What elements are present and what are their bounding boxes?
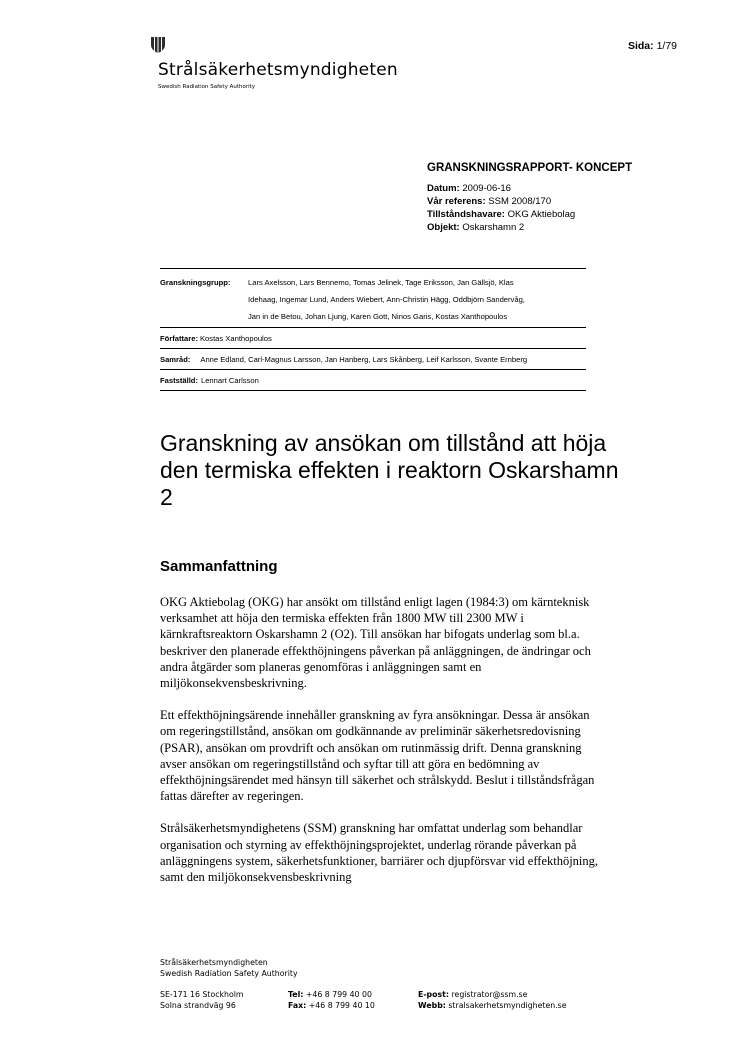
- web-label: Webb:: [418, 1001, 446, 1010]
- address-line: SE-171 16 Stockholm: [160, 990, 244, 999]
- author-row: [160, 327, 586, 348]
- paragraph: OKG Aktiebolag (OKG) har ansökt om tillstånd enligt lagen (1984:3) om kärnteknisk verksamhet att höja den termiska effekten från 1800 MW till 2300 MW i kärnkraftsreaktorn Oskarshamn 2 (O2). Till ansökan har bifogats underlag som bl.a. beskriver den planerade effekthöjningens påverkan på anläggningen, de ändringar och andra åtgärder som planeras genomföras i anläggningen samt en miljökonsekvensbeskrivning.: [160, 595, 591, 691]
- fax-line: [288, 1000, 418, 1011]
- review-group-line: Lars Axelsson, Lars Bennemo, Tomas Jelinek, Tage Eriksson, Jan Gällsjö, Klas: [248, 278, 514, 287]
- paragraph: Strålsäkerhetsmyndighetens (SSM) granskning har omfattat underlag som behandlar organisation och styrning av effekthöjningsprojektet, underlag rörande påverkan på anläggningens system, säkerhetsfunktioner, barriärer och djupförsvar vid effekthöjning, samt den miljökonsekvensbeskrivning: [160, 821, 599, 885]
- consultation-row: [160, 348, 586, 369]
- meta-value: 2009-06-16: [462, 183, 511, 194]
- footer-phone: [288, 989, 418, 1011]
- report-meta: [427, 162, 677, 234]
- footer-online: [418, 989, 567, 1011]
- paragraph: Ett effekthöjningsärende innehåller granskning av fyra ansökningar. Dessa är ansökan om regeringstillstånd, ansökan om godkännande av preliminär säkerhetsredovisning (PSAR), ansökan om provdrift och ansökan om rutinmässig drift. Denna granskning avser ansökan om regeringstillstånd och syftar till att göra en bedömning av effekthöjningsärendet med hänsyn till säkerhet och strålskydd. Beslut i tillståndsfrågan fattas därefter av regeringen.: [160, 708, 595, 804]
- review-group-line: Idehaag, Ingemar Lund, Anders Wiebert, Ann-Christin Hägg, Oddbjörn Sandervåg,: [248, 295, 525, 304]
- review-group-line: Jan in de Betou, Johan Ljung, Karen Gott, Ninos Garis, Kostas Xanthopoulos: [248, 312, 508, 321]
- meta-row-licensee: [427, 208, 677, 221]
- meta-value: OKG Aktiebolag: [507, 209, 576, 220]
- approved-value: Lennart Carlsson: [200, 375, 259, 385]
- report-title: GRANSKNINGSRAPPORT- KONCEPT: [427, 162, 633, 174]
- meta-label: Objekt:: [427, 222, 460, 233]
- approved-row: [160, 369, 586, 391]
- email-value[interactable]: registrator@ssm.se: [451, 990, 528, 999]
- page-value: 1/79: [656, 40, 677, 52]
- email-label: E-post:: [418, 990, 449, 999]
- footer-org-name: Strålsäkerhetsmyndigheten: [160, 958, 268, 967]
- review-group-members: [248, 274, 586, 325]
- participants-table: [160, 268, 586, 391]
- author-value: Kostas Xanthopoulos: [199, 333, 272, 343]
- meta-row-reference: [427, 195, 677, 208]
- tel-label: Tel:: [288, 990, 304, 999]
- consultation-label: Samråd:: [160, 354, 191, 364]
- document-title: Granskning av ansökan om tillstånd att höja den termiska effekten i reaktorn Oskarshamn 2: [160, 430, 619, 510]
- meta-label: Vår referens:: [427, 196, 486, 207]
- footer-address: [160, 989, 288, 1011]
- web-line[interactable]: [418, 1000, 567, 1011]
- approved-label: Fastställd:: [160, 375, 198, 385]
- summary-body: [160, 594, 600, 901]
- email-line[interactable]: [418, 989, 567, 1000]
- phone-line: [288, 989, 418, 1000]
- meta-row-object: [427, 221, 677, 234]
- org-name: Strålsäkerhetsmyndigheten: [158, 60, 398, 80]
- page-label: Sida:: [627, 40, 654, 52]
- consultation-value: Anne Edland, Carl-Magnus Larsson, Jan Hanberg, Lars Skånberg, Leif Karlsson, Svante Ernberg: [200, 354, 528, 364]
- author-label: Författare:: [160, 333, 198, 343]
- meta-row-date: [427, 182, 677, 195]
- summary-heading: Sammanfattning: [160, 558, 278, 575]
- org-subtitle: Swedish Radiation Safety Authority: [158, 84, 256, 90]
- review-group-row: [160, 268, 586, 327]
- tel-value: +46 8 799 40 00: [305, 990, 372, 999]
- footer: [160, 957, 567, 1011]
- meta-label: Datum:: [427, 183, 460, 194]
- footer-org-subtitle: Swedish Radiation Safety Authority: [160, 969, 298, 978]
- review-group-label: Granskningsgrupp:: [160, 278, 231, 287]
- fax-label: Fax:: [288, 1001, 307, 1010]
- meta-value: Oskarshamn 2: [462, 222, 525, 233]
- shield-stripes-icon: [150, 36, 166, 54]
- page-number: [628, 40, 677, 52]
- address-line: Solna strandväg 96: [160, 1001, 236, 1010]
- meta-value: SSM 2008/170: [488, 196, 552, 207]
- web-value[interactable]: stralsakerhetsmyndigheten.se: [448, 1001, 567, 1010]
- fax-value: +46 8 799 40 10: [308, 1001, 375, 1010]
- footer-contact: [160, 989, 567, 1011]
- meta-label: Tillståndshavare:: [427, 209, 505, 220]
